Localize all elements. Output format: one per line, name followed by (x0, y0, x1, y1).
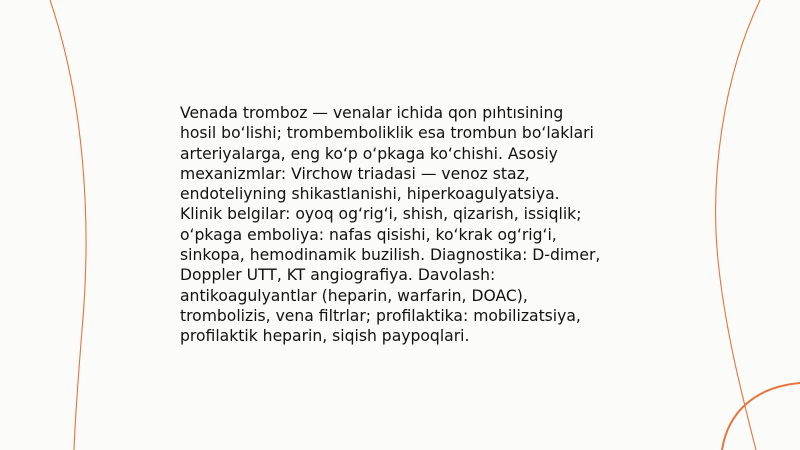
body-text: Venada tromboz — venalar ichida qon pıhtısining hosil bo‘lishi; trombemboliklik esa trombun bo‘laklari arteriyalarga, eng ko‘p o‘pkaga ko‘chishi. Asosiy mexanizmlar: Virchow triadasi — venoz staz, endoteliyning shikastlanishi, hiperkoagulyatsiya. Klinik belgilar: oyoq og‘rig‘i, shish, qizarish, issiqlik; o‘pkaga emboliya: nafas qisishi, ko‘krak og‘rig‘i, sinkopa, hemodinamik buzilish. Diagnostika: D-dimer, Doppler UTT, KT angiografiya. Davolash: antikoagulyantlar (heparin, warfarin, DOAC), trombolizis, vena filtrlar; profilaktika: mobilizatsiya, profilaktik heparin, siqish paypoqlari. (180, 104, 601, 346)
left-curve-line (50, 0, 86, 450)
bottom-right-arc (722, 383, 800, 450)
right-curve-line (716, 0, 760, 450)
